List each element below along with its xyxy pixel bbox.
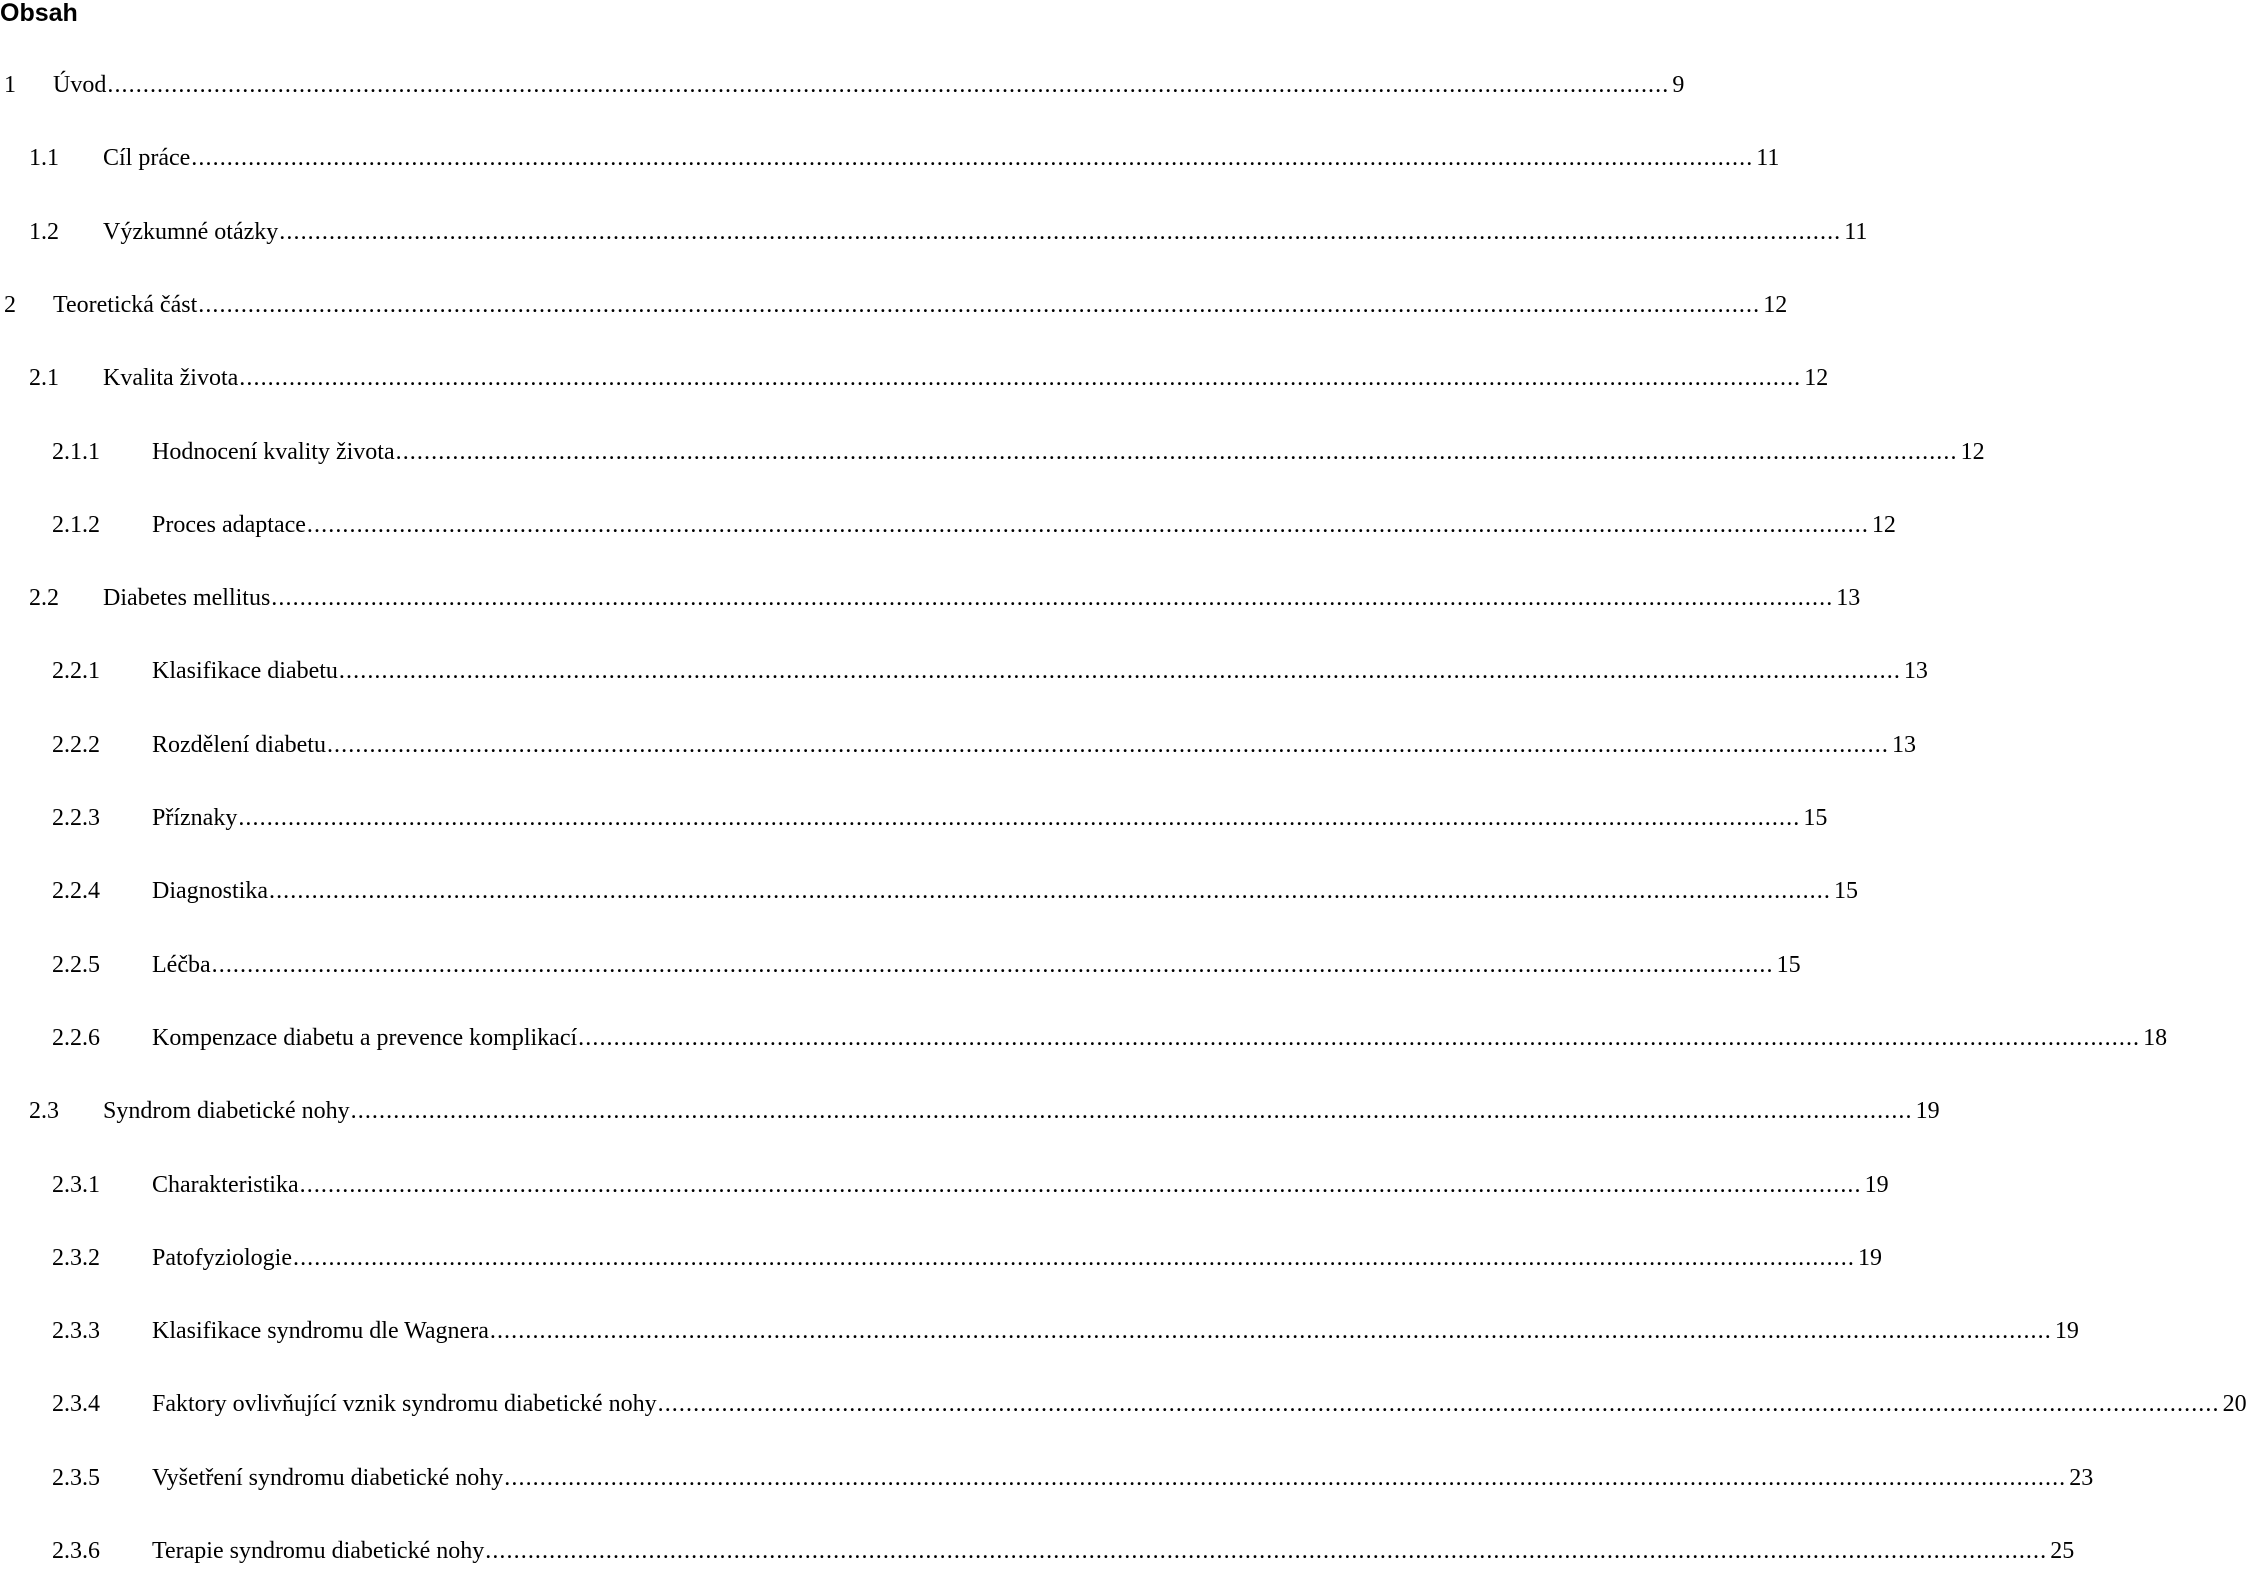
toc-dot-leader: ............................................................................................................................................................................................................................: [299, 1171, 1862, 1198]
toc-entry-page: 23: [2069, 1464, 2094, 1491]
toc-entry-title: Vyšetření syndromu diabetické nohy: [152, 1464, 504, 1491]
toc-entry[interactable]: [52, 874, 1858, 908]
toc-entry[interactable]: [29, 581, 1861, 615]
toc-entry-title: Léčba: [152, 951, 211, 978]
toc-entry-title: Klasifikace diabetu: [152, 658, 338, 685]
toc-entry-page: 12: [1763, 291, 1788, 318]
toc-dot-leader: ............................................................................................................................................................................................................................: [271, 585, 1834, 612]
toc-entry-page: 13: [1903, 658, 1928, 685]
toc-entry-page: 25: [2050, 1538, 2075, 1564]
toc-entry[interactable]: [52, 728, 1916, 762]
toc-entry-title: Výzkumné otázky: [103, 218, 279, 245]
toc-entry[interactable]: [52, 508, 1896, 542]
toc-entry-page: 15: [1776, 951, 1801, 978]
toc-entry-number: 2.2: [29, 585, 59, 612]
toc-entry-number: 2.1.1: [52, 438, 100, 465]
toc-entry-title: Rozdělení diabetu: [152, 731, 326, 758]
toc-entry-number: 2.2.5: [52, 951, 100, 978]
toc-entry-page: 19: [1864, 1171, 1889, 1198]
toc-dot-leader: ............................................................................................................................................................................................................................: [657, 1391, 2220, 1418]
toc-dot-leader: ............................................................................................................................................................................................................................: [306, 511, 1869, 538]
toc-entry-number: 2.3: [29, 1098, 59, 1125]
toc-dot-leader: ............................................................................................................................................................................................................................: [350, 1098, 1913, 1125]
toc-entry-title: Klasifikace syndromu dle Wagnera: [152, 1318, 489, 1345]
toc-entry-number: 2.3.1: [52, 1171, 100, 1198]
toc-entry[interactable]: [52, 1387, 2247, 1421]
toc-entry-number: 2.2.6: [52, 1024, 100, 1051]
toc-entry[interactable]: [52, 1168, 1889, 1202]
toc-entry-title: Faktory ovlivňující vznik syndromu diabetické nohy: [152, 1391, 657, 1418]
toc-dot-leader: ............................................................................................................................................................................................................................: [292, 1244, 1855, 1271]
toc-dot-leader: ............................................................................................................................................................................................................................: [279, 218, 1842, 245]
toc-entry-title: Kvalita života: [103, 365, 239, 392]
toc-entry-title: Patofyziologie: [152, 1244, 292, 1271]
toc-entry-page: 19: [2054, 1318, 2079, 1345]
toc-dot-leader: ............................................................................................................................................................................................................................: [239, 365, 1802, 392]
toc-entry-number: 2.3.4: [52, 1391, 100, 1418]
toc-entry-title: Terapie syndromu diabetické nohy: [152, 1538, 485, 1564]
toc-dot-leader: ............................................................................................................................................................................................................................: [485, 1538, 2048, 1564]
toc-entry[interactable]: [52, 1534, 2075, 1568]
toc-entry-page: 20: [2222, 1391, 2247, 1418]
toc-entry-page: 19: [1915, 1098, 1940, 1125]
toc-entry[interactable]: [52, 801, 1828, 835]
toc-dot-leader: ............................................................................................................................................................................................................................: [326, 731, 1889, 758]
toc-entry-title: Diabetes mellitus: [103, 585, 271, 612]
toc-entry[interactable]: [52, 1241, 1882, 1275]
toc-entry-page: 19: [1857, 1244, 1882, 1271]
toc-dot-leader: ............................................................................................................................................................................................................................: [395, 438, 1958, 465]
toc-entry-number: 2.2.3: [52, 805, 100, 831]
toc-entry-page: 12: [1960, 438, 1985, 465]
toc-entry-number: 2.3.6: [52, 1538, 100, 1564]
toc-entry-title: Hodnocení kvality života: [152, 438, 395, 465]
toc-entry-title: Charakteristika: [152, 1171, 299, 1198]
toc-dot-leader: ............................................................................................................................................................................................................................: [191, 145, 1754, 172]
toc-entry-page: 11: [1844, 218, 1868, 245]
toc-entry-number: 2.2.2: [52, 731, 100, 758]
toc-entry[interactable]: [4, 288, 1788, 322]
toc-entry-number: 2.2.1: [52, 658, 100, 685]
toc-entry-title: Teoretická část: [53, 291, 198, 318]
toc-dot-leader: ............................................................................................................................................................................................................................: [268, 878, 1831, 905]
toc-entry-number: 2.1.2: [52, 511, 100, 538]
toc-entry[interactable]: [52, 1314, 2079, 1348]
toc-entry[interactable]: [52, 435, 1985, 469]
toc-entry-number: 1.1: [29, 145, 59, 172]
toc-entry[interactable]: [52, 948, 1801, 982]
toc-entry-number: 1.2: [29, 218, 59, 245]
toc-entry-page: 13: [1836, 585, 1861, 612]
toc-entry-title: Diagnostika: [152, 878, 268, 905]
toc-dot-leader: ............................................................................................................................................................................................................................: [211, 951, 1774, 978]
toc-dot-leader: ............................................................................................................................................................................................................................: [489, 1318, 2052, 1345]
toc-entry[interactable]: [29, 361, 1829, 395]
toc-entry-number: 2.3.3: [52, 1318, 100, 1345]
toc-entry-number: 1: [4, 72, 16, 98]
toc-entry-number: 2.1: [29, 365, 59, 392]
toc-dot-leader: ............................................................................................................................................................................................................................: [198, 291, 1761, 318]
toc-entry[interactable]: [4, 68, 1685, 102]
toc-entry-page: 15: [1803, 805, 1828, 831]
toc-entry-title: Syndrom diabetické nohy: [103, 1098, 350, 1125]
toc-dot-leader: ............................................................................................................................................................................................................................: [107, 72, 1670, 98]
toc-entry-number: 2.3.2: [52, 1244, 100, 1271]
toc-entry[interactable]: [29, 141, 1780, 175]
toc-entry[interactable]: [52, 654, 1928, 688]
toc-dot-leader: ............................................................................................................................................................................................................................: [578, 1024, 2141, 1051]
toc-entry-title: Úvod: [53, 72, 107, 98]
toc-entry-page: 11: [1756, 145, 1780, 172]
toc-entry[interactable]: [52, 1461, 2094, 1495]
toc-entry-number: 2.2.4: [52, 878, 100, 905]
toc-entry-title: Příznaky: [152, 805, 238, 831]
toc-entry[interactable]: [52, 1021, 2168, 1055]
toc-dot-leader: ............................................................................................................................................................................................................................: [504, 1464, 2067, 1491]
toc-entry-page: 12: [1804, 365, 1829, 392]
toc-dot-leader: ............................................................................................................................................................................................................................: [338, 658, 1901, 685]
toc-dot-leader: ............................................................................................................................................................................................................................: [238, 805, 1801, 831]
toc-entry-page: 12: [1871, 511, 1896, 538]
toc-entry[interactable]: [29, 215, 1868, 249]
toc-entry-page: 9: [1672, 72, 1685, 98]
toc-entry-page: 13: [1891, 731, 1916, 758]
toc-entry-number: 2.3.5: [52, 1464, 100, 1491]
toc-entry-title: Cíl práce: [103, 145, 191, 172]
toc-entry-page: 15: [1833, 878, 1858, 905]
toc-entry-page: 18: [2143, 1024, 2168, 1051]
toc-entry-title: Kompenzace diabetu a prevence komplikací: [152, 1024, 578, 1051]
toc-entry-title: Proces adaptace: [152, 511, 306, 538]
toc-heading: Obsah: [0, 0, 78, 27]
toc-entry-number: 2: [4, 291, 16, 318]
toc-entry[interactable]: [29, 1094, 1940, 1128]
